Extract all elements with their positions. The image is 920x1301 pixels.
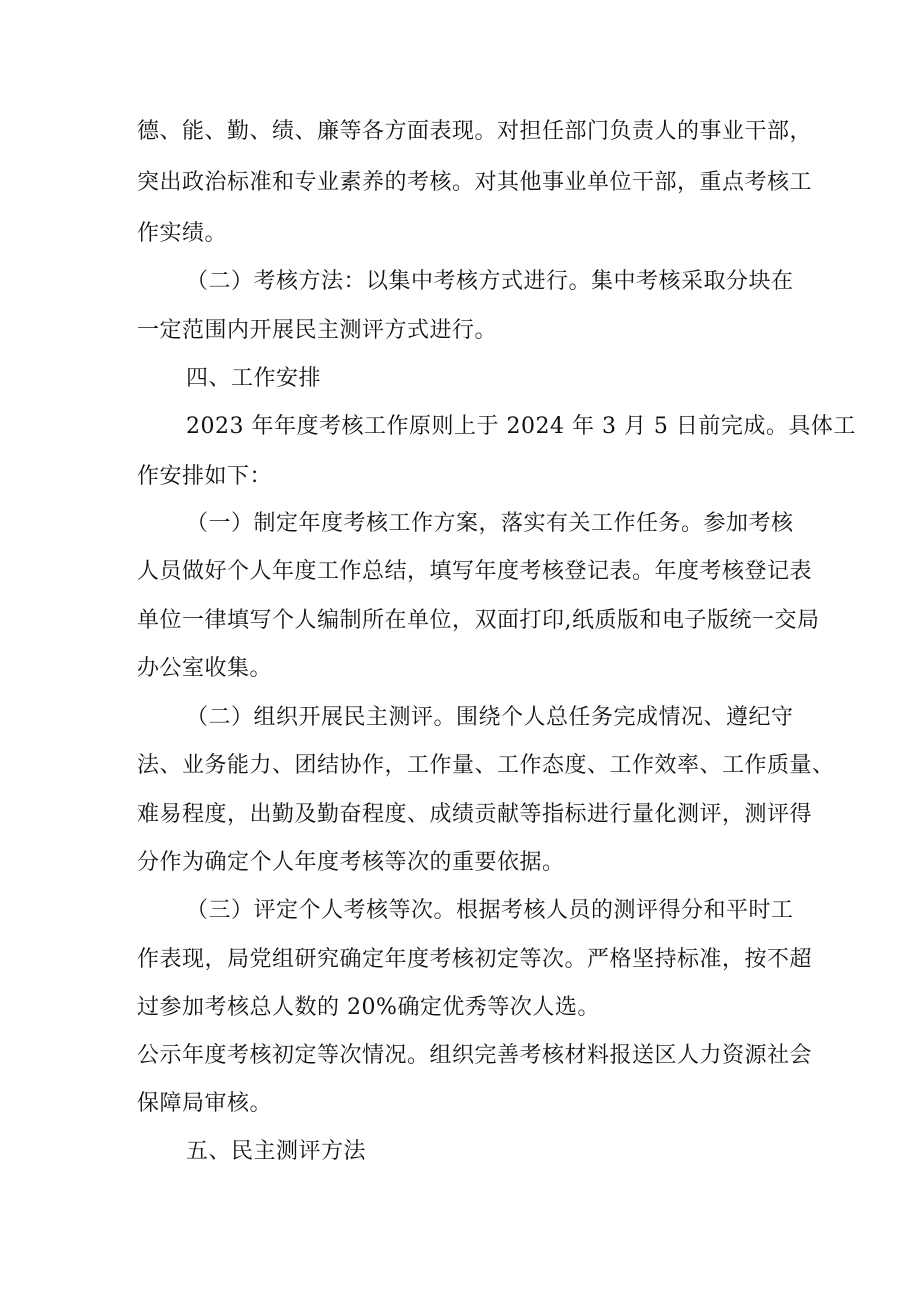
text-line: 法、业务能力、团结协作，工作量、工作态度、工作效率、工作质量、	[137, 753, 835, 778]
text-line: 人员做好个人年度工作总结，填写年度考核登记表。年度考核登记表	[137, 559, 813, 584]
section-heading: 五、民主测评方法	[186, 1139, 367, 1164]
text-line: （二）组织开展民主测评。围绕个人总任务完成情况、遵纪守	[186, 705, 794, 730]
text-line: 作安排如下：	[137, 464, 273, 489]
text-line: 作表现，局党组研究确定年度考核初定等次。严格坚持标准，按不超	[137, 947, 813, 972]
text-line: （二）考核方法：以集中考核方式进行。集中考核采取分块在	[186, 269, 794, 294]
text-line: 单位一律填写个人编制所在单位，双面打印,纸质版和电子版统一交局	[137, 608, 820, 633]
text-line: 保障局审核。	[137, 1091, 273, 1116]
text-line: （三）评定个人考核等次。根据考核人员的测评得分和平时工	[186, 898, 794, 923]
text-line: 过参加考核总人数的 20%确定优秀等次人选。	[137, 995, 600, 1020]
section-heading: 四、工作安排	[186, 366, 322, 391]
text-line: 突出政治标准和专业素养的考核。对其他事业单位干部，重点考核工	[137, 170, 813, 195]
text-line: 德、能、勤、绩、廉等各方面表现。对担任部门负责人的事业干部，	[137, 119, 813, 144]
text-line: 2023 年年度考核工作原则上于 2024 年 3 月 5 日前完成。具体工	[186, 414, 856, 439]
text-line: 作实绩。	[137, 221, 228, 246]
text-line: 一定范围内开展民主测评方式进行。	[137, 318, 498, 343]
text-line: 办公室收集。	[137, 656, 273, 681]
text-line: 公示年度考核初定等次情况。组织完善考核材料报送区人力资源社会	[137, 1043, 813, 1068]
text-line: 分作为确定个人年度考核等次的重要依据。	[137, 850, 565, 875]
text-line: 难易程度，出勤及勤奋程度、成绩贡献等指标进行量化测评，测评得	[137, 802, 813, 827]
text-line: （一）制定年度考核工作方案，落实有关工作任务。参加考核	[186, 511, 794, 536]
